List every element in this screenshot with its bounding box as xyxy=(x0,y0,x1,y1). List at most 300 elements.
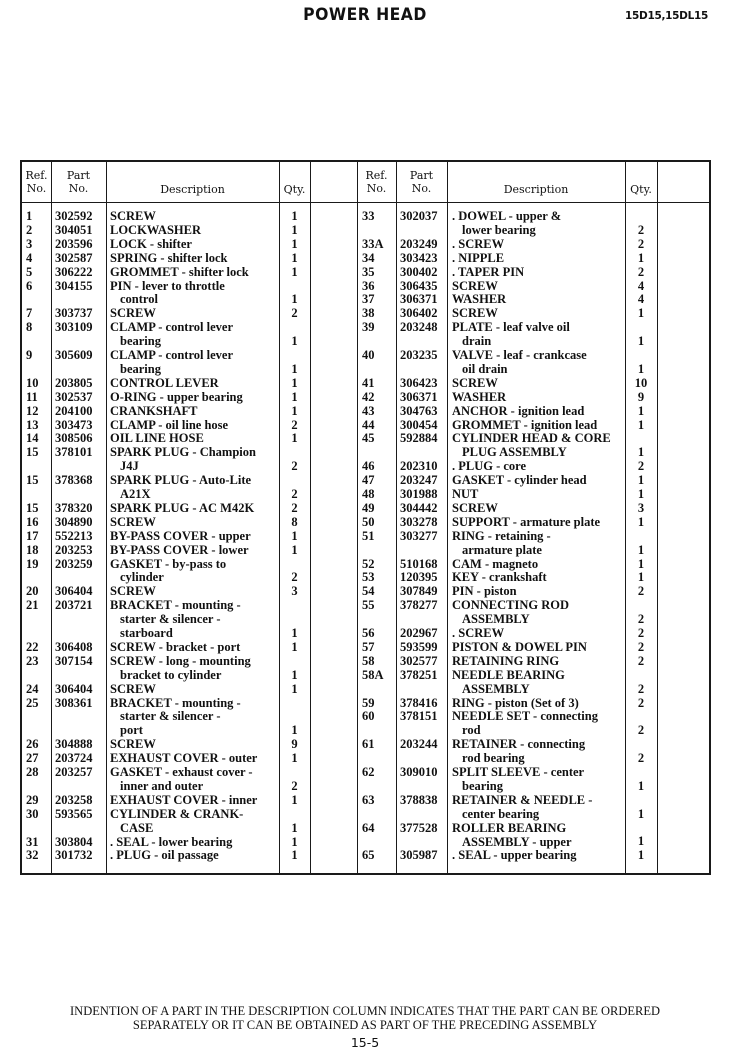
quantity: 2 xyxy=(637,459,645,474)
description-line: armature plate xyxy=(462,542,542,557)
description-line: bearing xyxy=(120,334,161,349)
ref-number: 31 xyxy=(26,834,39,849)
part-description xyxy=(452,571,547,585)
part-description xyxy=(110,558,226,586)
description-line: starter & silencer - xyxy=(120,612,221,627)
description-line: drain xyxy=(462,334,492,349)
quantity: 1 xyxy=(291,250,298,265)
ref-number: 7 xyxy=(26,306,33,321)
part-number: 552213 xyxy=(55,528,93,543)
part-number: 301732 xyxy=(55,848,93,863)
page-number: 15-5 xyxy=(350,1035,380,1050)
ref-number: 26 xyxy=(26,737,39,752)
header-description-right: Description xyxy=(503,183,569,196)
ref-number: 45 xyxy=(362,431,375,446)
header-qty-right: Qty. xyxy=(630,183,652,196)
ref-number: 19 xyxy=(26,556,39,571)
description-line: NUT xyxy=(452,487,479,501)
quantity: 1 xyxy=(291,625,298,640)
part-number: 308361 xyxy=(55,695,93,710)
part-number: 303277 xyxy=(400,528,438,543)
part-number: 304888 xyxy=(55,737,93,752)
description-line: CASE xyxy=(120,820,154,835)
ref-number: 43 xyxy=(362,403,375,418)
ref-number: 48 xyxy=(362,487,375,501)
ref-number: 41 xyxy=(362,375,375,390)
header-part-right: Part No. xyxy=(409,169,434,195)
quantity: 1 xyxy=(637,848,645,863)
column-divider xyxy=(447,162,448,873)
indention-note xyxy=(0,1004,730,1032)
column-divider xyxy=(357,162,358,873)
quantity: 1 xyxy=(291,209,298,223)
description-line: CYLINDER & CRANK- xyxy=(110,806,244,821)
ref-number: 21 xyxy=(26,598,39,613)
part-number: 377528 xyxy=(400,820,438,835)
description-line: SUPPORT - armature plate xyxy=(452,514,601,529)
quantity: 1 xyxy=(291,292,298,307)
quantity: 2 xyxy=(637,236,645,251)
part-description xyxy=(452,655,559,669)
quantity: 2 xyxy=(637,695,645,710)
part-description xyxy=(110,446,256,474)
part-number: 378101 xyxy=(55,445,93,460)
header-qty-left: Qty. xyxy=(283,183,306,196)
part-description xyxy=(452,405,584,419)
part-number: 302577 xyxy=(400,653,438,668)
part-description xyxy=(452,391,506,405)
part-description xyxy=(110,474,251,502)
quantity: 1 xyxy=(637,556,645,571)
description-line: VALVE - leaf - crankcase xyxy=(452,348,587,362)
ref-number: 58A xyxy=(362,667,384,682)
part-number: 304442 xyxy=(400,500,438,515)
description-line: . DOWEL - upper & xyxy=(452,209,562,223)
part-description xyxy=(452,349,587,377)
part-number: 304890 xyxy=(55,514,93,529)
quantity: 1 xyxy=(637,570,645,585)
part-number: 303278 xyxy=(400,514,438,529)
description-line: RETAINING RING xyxy=(452,653,560,668)
ref-number: 40 xyxy=(362,348,375,362)
column-divider xyxy=(51,162,52,873)
quantity: 9 xyxy=(637,389,645,404)
ref-number: 10 xyxy=(26,375,39,390)
quantity: 1 xyxy=(291,834,298,849)
part-number: 203596 xyxy=(55,236,93,251)
quantity: 1 xyxy=(637,473,645,488)
part-description xyxy=(110,252,227,266)
part-number: 308506 xyxy=(55,431,93,446)
ref-number: 13 xyxy=(26,417,39,432)
part-number: 302592 xyxy=(55,209,93,223)
ref-number: 36 xyxy=(362,278,375,293)
quantity: 2 xyxy=(637,612,645,627)
part-number: 300454 xyxy=(400,417,438,432)
description-line: GROMMET - ignition lead xyxy=(452,417,598,432)
part-number: 203259 xyxy=(55,556,93,571)
description-line: GROMMET - shifter lock xyxy=(110,264,249,279)
ref-number: 17 xyxy=(26,528,39,543)
description-line: A21X xyxy=(120,487,151,501)
quantity: 1 xyxy=(291,639,298,654)
part-description xyxy=(452,599,569,627)
description-line: rod bearing xyxy=(462,751,525,766)
ref-number: 46 xyxy=(362,459,375,474)
quantity: 1 xyxy=(637,778,645,793)
ref-number: 15 xyxy=(26,500,39,515)
ref-number: 42 xyxy=(362,389,375,404)
description-line: PIN - lever to throttle xyxy=(110,278,225,293)
description-line: WASHER xyxy=(452,292,507,307)
part-description xyxy=(110,530,251,544)
description-line: BRACKET - mounting - xyxy=(110,598,241,613)
part-number: 305987 xyxy=(400,848,438,863)
ref-number: 24 xyxy=(26,681,39,696)
ref-number: 37 xyxy=(362,292,375,307)
part-number: 204100 xyxy=(55,403,93,418)
description-line: PLUG ASSEMBLY xyxy=(462,445,567,460)
ref-number: 38 xyxy=(362,306,375,321)
description-line: starboard xyxy=(120,626,173,640)
description-line: ANCHOR - ignition lead xyxy=(452,403,585,418)
part-description xyxy=(452,280,498,294)
part-description xyxy=(110,683,156,697)
ref-number: 50 xyxy=(362,514,375,529)
description-line: PISTON & DOWEL PIN xyxy=(452,639,587,654)
part-description xyxy=(110,516,156,530)
description-line: RETAINER - connecting xyxy=(452,737,586,752)
parts-table xyxy=(20,160,711,875)
ref-number: 18 xyxy=(26,542,39,557)
part-description xyxy=(452,502,498,516)
quantity: 1 xyxy=(291,528,298,543)
part-description xyxy=(452,849,576,863)
ref-number: 15 xyxy=(26,473,39,488)
description-line: SPARK PLUG - Champion xyxy=(110,445,256,460)
description-line: SPRING - shifter lock xyxy=(110,250,228,265)
ref-number: 28 xyxy=(26,765,39,779)
part-description xyxy=(110,419,228,433)
quantity: 1 xyxy=(637,806,645,821)
description-line: oil drain xyxy=(462,361,508,376)
part-number: 203805 xyxy=(55,375,93,390)
part-description xyxy=(110,210,156,224)
description-line: SPLIT SLEEVE - center xyxy=(452,765,585,779)
quantity: 1 xyxy=(637,487,645,501)
ref-number: 35 xyxy=(362,264,375,279)
part-description xyxy=(452,822,572,850)
ref-number: 49 xyxy=(362,500,375,515)
quantity: 1 xyxy=(291,848,298,863)
part-number: 303473 xyxy=(55,417,93,432)
ref-number: 3 xyxy=(26,236,33,251)
description-line: SCREW xyxy=(452,375,498,390)
description-line: WASHER xyxy=(452,389,507,404)
part-description xyxy=(110,502,254,516)
part-number: 306404 xyxy=(55,584,93,599)
description-line: SCREW xyxy=(110,681,156,696)
part-description xyxy=(110,849,219,863)
part-description xyxy=(452,585,517,599)
ref-number: 1 xyxy=(26,209,33,223)
description-line: PIN - piston xyxy=(452,584,517,599)
part-description xyxy=(452,530,551,558)
part-number: 306435 xyxy=(400,278,438,293)
description-line: SCREW xyxy=(452,278,498,293)
ref-number: 9 xyxy=(26,348,33,362)
quantity: 2 xyxy=(637,264,645,279)
quantity: 3 xyxy=(637,500,645,515)
part-number: 307154 xyxy=(55,653,93,668)
part-number: 592884 xyxy=(400,431,438,446)
part-description xyxy=(110,349,233,377)
description-line: RING - piston (Set of 3) xyxy=(452,695,579,710)
description-line: CAM - magneto xyxy=(452,556,539,571)
ref-number: 20 xyxy=(26,584,39,599)
quantity: 1 xyxy=(637,306,645,321)
description-line: starter & silencer - xyxy=(120,709,221,724)
part-description xyxy=(110,738,156,752)
description-line: SCREW xyxy=(110,209,156,223)
part-number: 203258 xyxy=(55,792,93,807)
description-line: LOCKWASHER xyxy=(110,222,201,237)
part-number: 306402 xyxy=(400,306,438,321)
part-description xyxy=(110,307,156,321)
quantity: 1 xyxy=(291,334,298,349)
part-description xyxy=(110,280,225,308)
part-description xyxy=(452,238,504,252)
description-line: PLATE - leaf valve oil xyxy=(452,320,570,335)
column-divider xyxy=(310,162,311,873)
part-number: 309010 xyxy=(400,765,438,779)
quantity: 1 xyxy=(637,334,645,349)
description-line: CYLINDER HEAD & CORE xyxy=(452,431,611,446)
ref-number: 62 xyxy=(362,765,375,779)
quantity: 1 xyxy=(291,667,298,682)
ref-number: 44 xyxy=(362,417,375,432)
part-number: 306371 xyxy=(400,292,438,307)
ref-number: 53 xyxy=(362,570,375,585)
ref-number: 6 xyxy=(26,278,33,293)
part-description xyxy=(110,224,201,238)
description-line: SPARK PLUG - AC M42K xyxy=(110,500,255,515)
quantity: 1 xyxy=(637,834,645,849)
part-description xyxy=(110,697,241,739)
description-line: . SCREW xyxy=(452,626,505,640)
quantity: 2 xyxy=(637,626,645,640)
part-number: 378416 xyxy=(400,695,438,710)
description-line: RING - retaining - xyxy=(452,528,551,543)
part-number: 202967 xyxy=(400,626,438,640)
description-line: SCREW xyxy=(110,584,156,599)
part-description xyxy=(110,599,241,641)
part-number: 203257 xyxy=(55,765,93,779)
quantity: 2 xyxy=(291,778,298,793)
part-number: 202310 xyxy=(400,459,438,474)
part-description xyxy=(452,474,587,488)
ref-number: 39 xyxy=(362,320,375,335)
description-line: J4J xyxy=(120,459,139,474)
ref-number: 25 xyxy=(26,695,39,710)
part-description xyxy=(452,766,584,794)
part-number: 306371 xyxy=(400,389,438,404)
quantity: 1 xyxy=(291,236,298,251)
quantity: 1 xyxy=(637,445,645,460)
part-description xyxy=(452,697,579,711)
ref-number: 5 xyxy=(26,264,33,279)
quantity: 1 xyxy=(291,751,298,766)
quantity: 1 xyxy=(637,417,645,432)
note-line-1: INDENTION OF A PART IN THE DESCRIPTION COLUMN INDICATES THAT THE PART CAN BE ORDERED xyxy=(70,1004,660,1018)
header-ref-left: Ref. No. xyxy=(25,169,48,195)
description-line: center bearing xyxy=(462,806,540,821)
part-description xyxy=(452,627,504,641)
part-number: 307849 xyxy=(400,584,438,599)
description-line: RETAINER & NEEDLE - xyxy=(452,792,593,807)
quantity: 2 xyxy=(637,584,645,599)
ref-number: 56 xyxy=(362,626,375,640)
header-ref-right: Ref. No. xyxy=(365,169,388,195)
part-number: 300402 xyxy=(400,264,438,279)
part-number: 593599 xyxy=(400,639,438,654)
quantity: 1 xyxy=(637,250,645,265)
header-divider xyxy=(22,202,709,203)
description-line: ASSEMBLY xyxy=(462,612,530,627)
part-number: 120395 xyxy=(400,570,438,585)
quantity: 10 xyxy=(634,375,648,390)
part-number: 302037 xyxy=(400,209,438,223)
quantity: 2 xyxy=(291,306,298,321)
description-line: CRANKSHAFT xyxy=(110,403,198,418)
part-description xyxy=(452,558,538,572)
description-line: OIL LINE HOSE xyxy=(110,431,204,446)
description-line: . PLUG - oil passage xyxy=(110,848,219,863)
description-line: port xyxy=(120,723,143,738)
part-number: 302587 xyxy=(55,250,93,265)
part-description xyxy=(452,516,600,530)
description-line: bearing xyxy=(120,361,161,376)
description-line: SCREW - long - mounting xyxy=(110,653,251,668)
part-number: 203721 xyxy=(55,598,93,613)
description-line: bearing xyxy=(462,778,503,793)
description-line: EXHAUST COVER - inner xyxy=(110,792,258,807)
description-line: NEEDLE SET - connecting xyxy=(452,709,598,724)
description-line: GASKET - cylinder head xyxy=(452,473,587,488)
description-line: ROLLER BEARING xyxy=(452,820,567,835)
part-number: 303109 xyxy=(55,320,93,335)
part-description xyxy=(110,266,249,280)
part-description xyxy=(110,752,257,766)
ref-number: 27 xyxy=(26,751,39,766)
quantity: 1 xyxy=(291,820,298,835)
part-description xyxy=(110,405,198,419)
part-description xyxy=(110,641,240,655)
part-description xyxy=(452,307,498,321)
part-number: 306408 xyxy=(55,639,93,654)
part-number: 303804 xyxy=(55,834,93,849)
ref-number: 29 xyxy=(26,792,39,807)
part-description xyxy=(452,321,570,349)
part-number: 203247 xyxy=(400,473,438,488)
ref-number: 61 xyxy=(362,737,375,752)
part-number: 203253 xyxy=(55,542,93,557)
part-description xyxy=(110,794,257,808)
description-line: GASKET - exhaust cover - xyxy=(110,765,253,779)
quantity: 1 xyxy=(637,542,645,557)
header-part-left: Part No. xyxy=(66,169,91,195)
part-number: 510168 xyxy=(400,556,438,571)
description-line: CLAMP - control lever xyxy=(110,320,233,335)
ref-number: 22 xyxy=(26,639,39,654)
description-line: SCREW xyxy=(452,500,498,515)
ref-number: 34 xyxy=(362,250,375,265)
quantity: 1 xyxy=(291,222,298,237)
description-line: CLAMP - oil line hose xyxy=(110,417,229,432)
description-line: SCREW - bracket - port xyxy=(110,639,241,654)
description-line: ASSEMBLY xyxy=(462,681,530,696)
part-description xyxy=(452,377,498,391)
ref-number: 59 xyxy=(362,695,375,710)
quantity: 2 xyxy=(291,459,298,474)
quantity: 1 xyxy=(291,542,298,557)
part-description xyxy=(110,377,219,391)
ref-number: 2 xyxy=(26,222,33,237)
description-line: BY-PASS COVER - lower xyxy=(110,542,249,557)
description-line: SPARK PLUG - Auto-Lite xyxy=(110,473,252,488)
quantity: 2 xyxy=(291,486,298,501)
ref-number: 15 xyxy=(26,445,39,460)
quantity: 1 xyxy=(291,403,298,418)
quantity: 2 xyxy=(637,723,645,738)
description-line: SCREW xyxy=(110,306,156,321)
description-line: ASSEMBLY - upper xyxy=(462,834,572,849)
part-number: 203249 xyxy=(400,236,438,251)
quantity: 2 xyxy=(637,222,645,237)
ref-number: 14 xyxy=(26,431,39,446)
ref-number: 32 xyxy=(26,848,39,863)
description-line: inner and outer xyxy=(120,778,204,793)
ref-number: 23 xyxy=(26,653,39,668)
ref-number: 4 xyxy=(26,250,33,265)
quantity: 1 xyxy=(291,361,298,376)
quantity: 4 xyxy=(637,278,645,293)
quantity: 9 xyxy=(291,737,298,752)
description-line: LOCK - shifter xyxy=(110,236,192,251)
quantity: 8 xyxy=(291,514,298,529)
part-description xyxy=(110,766,253,794)
part-description xyxy=(452,419,597,433)
ref-number: 33 xyxy=(362,209,375,223)
quantity: 2 xyxy=(291,417,298,432)
ref-number: 58 xyxy=(362,653,375,668)
part-description xyxy=(110,321,233,349)
ref-number: 52 xyxy=(362,556,375,571)
description-line: . NIPPLE xyxy=(452,250,505,265)
quantity: 1 xyxy=(637,361,645,376)
ref-number: 33A xyxy=(362,236,384,251)
ref-number: 57 xyxy=(362,639,375,654)
quantity: 1 xyxy=(291,681,298,696)
part-description xyxy=(110,432,204,446)
quantity: 2 xyxy=(637,639,645,654)
ref-number: 54 xyxy=(362,584,375,599)
description-line: . SCREW xyxy=(452,236,505,251)
quantity: 2 xyxy=(637,653,645,668)
ref-number: 16 xyxy=(26,514,39,529)
part-number: 593565 xyxy=(55,806,93,821)
description-line: . TAPER PIN xyxy=(452,264,525,279)
